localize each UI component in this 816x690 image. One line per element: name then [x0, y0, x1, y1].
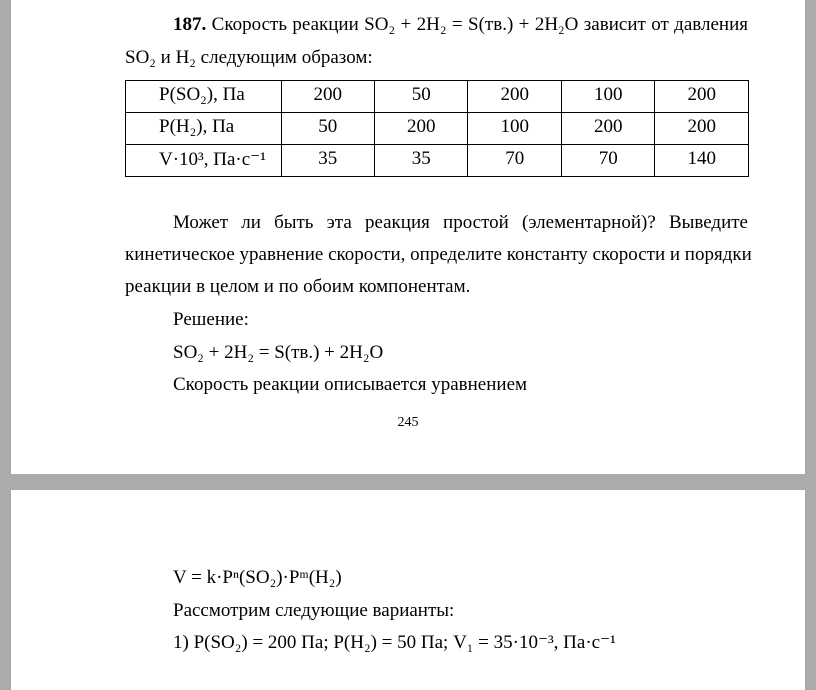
table-cell: 35 [374, 145, 467, 177]
table-cell: 200 [468, 81, 561, 113]
table-cell: 200 [655, 113, 749, 145]
document-page-246 [11, 490, 805, 690]
table-cell: 35 [281, 145, 374, 177]
table-cell: 50 [281, 113, 374, 145]
table-cell: 50 [374, 81, 467, 113]
page-number: 245 [397, 415, 419, 430]
solution-heading: Решение: [173, 309, 249, 330]
table-cell: 100 [468, 113, 561, 145]
table-cell: 70 [468, 145, 561, 177]
question-line-1: Может ли быть эта реакция простой (элементарной)? Выведите [173, 212, 748, 233]
problem-intro-line-2: SO₂ и H₂ следующим образом: [125, 47, 373, 68]
problem-intro-text: Скорость реакции SO₂ + 2H₂ = S(тв.) + 2H₂O зависит от давления [206, 14, 748, 35]
problem-number: 187. [173, 14, 207, 35]
question-line-2: кинетическое уравнение скорости, определите константу скорости и порядки [125, 244, 752, 265]
row-label: P(H₂), Па [126, 113, 282, 145]
question-line-3: реакции в целом и по обоим компонентам. [125, 276, 471, 297]
table-row [126, 81, 749, 113]
table-cell: 200 [561, 113, 654, 145]
row-label: P(SO₂), Па [126, 81, 282, 113]
table-cell: 100 [561, 81, 654, 113]
problem-intro-line-1 [173, 14, 748, 36]
table-cell: 200 [655, 81, 749, 113]
row-label: V·10³, Па·с⁻¹ [126, 145, 282, 177]
table-cell: 70 [561, 145, 654, 177]
variants-intro: Рассмотрим следующие варианты: [173, 600, 455, 621]
variant-1: 1) P(SO₂) = 200 Па; P(H₂) = 50 Па; V₁ = 35·10⁻³, Па·с⁻¹ [173, 632, 616, 653]
table-cell: 140 [655, 145, 749, 177]
table-row [126, 145, 749, 177]
table-cell: 200 [281, 81, 374, 113]
pressure-rate-table [125, 80, 749, 177]
table-row [126, 113, 749, 145]
rate-intro: Скорость реакции описывается уравнением [173, 374, 528, 395]
rate-equation: V = k·Pⁿ(SO₂)·Pᵐ(H₂) [173, 567, 342, 588]
reaction-equation: SO₂ + 2H₂ = S(тв.) + 2H₂O [173, 342, 384, 363]
document-page-245 [11, 0, 805, 474]
table-cell: 200 [374, 113, 467, 145]
